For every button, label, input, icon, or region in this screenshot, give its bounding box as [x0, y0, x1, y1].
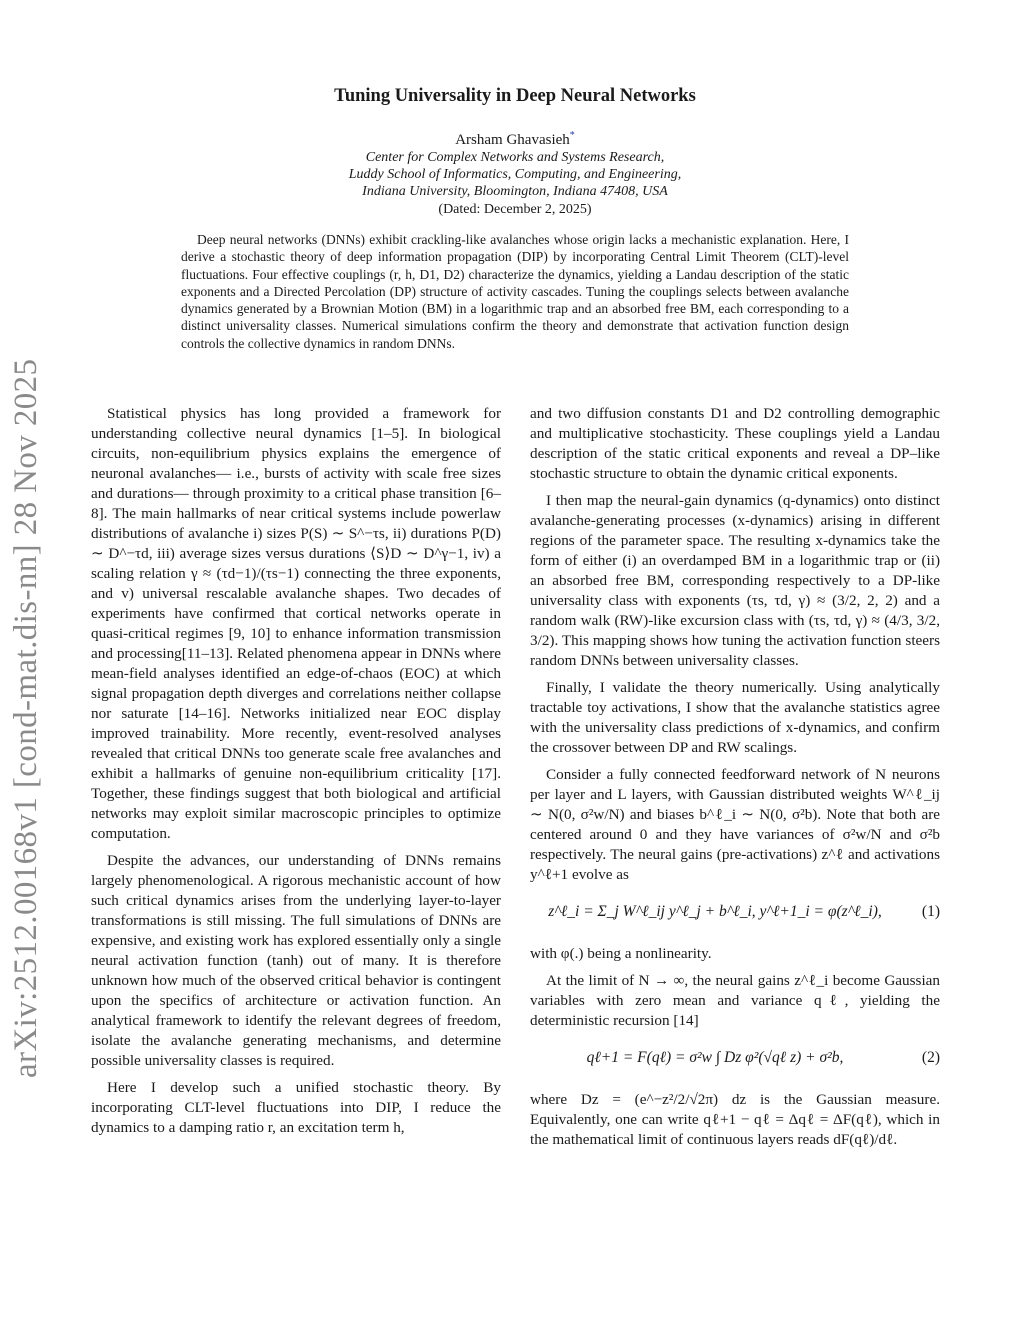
equation-2-body: qℓ+1 = F(qℓ) = σ²w ∫ Dz φ²(√qℓ z) + σ²b, — [586, 1049, 844, 1066]
paper-title: Tuning Universality in Deep Neural Networks — [334, 86, 696, 106]
right-column — [530, 404, 940, 1157]
body-paragraph: Here I develop such a unified stochastic theory. By incorporating CLT-level fluctuations into DIP, I reduce the dynamics to a damping ratio r, an excitation term h, — [91, 1079, 501, 1136]
equation-2-number: (2) — [921, 1049, 940, 1066]
date-line: (Dated: December 2, 2025) — [438, 202, 592, 217]
body-paragraph: Despite the advances, our understanding of DNNs remains largely phenomenological. A rigorous mechanistic account of how such critical dynamics arises from the underlying layer-to-layer transformations is still missing. The full simulations of DNNs are expensive, and existing work has explored essentially only a single neural activation function (tanh) out of many. It is therefore unknown how much of the observed critical behavior is contingent upon the specifics of architecture or activation function. An analytical framework to identify the relevant degrees of freedom, isolate the avalanche generating mechanisms, and determine possible universality classes is required. — [91, 852, 501, 1069]
author-footnote-mark[interactable]: * — [569, 130, 575, 141]
body-paragraph: where Dz = (e^−z²/2/√2π) dz is the Gaussian measure. Equivalently, one can write qℓ+1 − qℓ = Δqℓ = ΔF(qℓ), which in the mathematical limit of continuous layers reads dF(qℓ)/dℓ. — [530, 1091, 940, 1148]
affiliation-line: Indiana University, Bloomington, Indiana 47408, USA — [362, 184, 668, 199]
abstract: Deep neural networks (DNNs) exhibit crackling-like avalanches whose origin lacks a mechanistic explanation. Here, I derive a stochastic theory of deep information propagation (DIP) by incorporating Central Limit Theorem (CLT)-level fluctuations. Four effective couplings (r, h, D1, D2) characterize the dynamics, yielding a Landau description of the static exponents and a Directed Percolation (DP) structure of activity cascades. Tuning the couplings selects between avalanche dynamics generated by a Brownian Motion (BM) in a logarithmic trap and an absorbed free BM, each corresponding to a distinct universality classes. Numerical simulations confirm the theory and demonstrate that activation function design controls the collective dynamics in random DNNs. — [181, 232, 849, 351]
body-paragraph: I then map the neural-gain dynamics (q-dynamics) onto distinct avalanche-generating processes (x-dynamics) arising in different regions of the parameter space. The resulting x-dynamics take the form of either (i) an overdamped BM in a logarithmic trap or (ii) an absorbed free BM, corresponding respectively to a DP-like universality class with exponents (τs, τd, γ) ≈ (3/2, 2, 2) and a random walk (RW)-like excursion class with (τs, τd, γ) ≈ (4/3, 3/2, 3/2). This mapping shows how tuning the activation function steers random DNNs between universality classes. — [530, 492, 940, 669]
body-paragraph: At the limit of N → ∞, the neural gains z^ℓ_i become Gaussian variables with zero mean and variance qℓ, yielding the deterministic recursion [14] — [530, 972, 940, 1029]
body-paragraph: Statistical physics has long provided a framework for understanding collective neural dynamics [1–5]. In biological circuits, non-equilibrium physics explains the emergence of neuronal avalanches— i.e., bursts of activity with scale free sizes and durations— through proximity to a critical phase transition [6–8]. The main hallmarks of near critical systems include powerlaw distributions of avalanche i) sizes P(S) ∼ S^−τs, ii) durations P(D) ∼ D^−τd, iii) average sizes versus durations ⟨S⟩D ∼ D^γ−1, iv) a scaling relation γ ≈ (τd−1)/(τs−1) connecting the three exponents, and v) universal rescalable avalanche shapes. Two decades of experiments have confirmed that cortical networks operate in quasi-critical regimes [9, 10] to enhance information transmission and processing[11–13]. Related phenomena appear in DNNs where mean-field analyses identified an edge-of-chaos (EOC) at which signal propagation depth diverges and correlations neither collapse nor saturate [14–16]. Networks initialized near EOC display improved trainability. More recently, event-resolved analyses revealed that critical DNNs too generate scale free avalanches and exhibit a hallmarks of genuine non-equilibrium criticality [17]. Together, these findings suggest that both biological and artificial networks may exploit similar macroscopic principles to optimize computation. — [91, 405, 501, 842]
affiliation-line: Luddy School of Informatics, Computing, and Engineering, — [348, 167, 682, 182]
body-paragraph: Consider a fully connected feedforward network of N neurons per layer and L layers, with Gaussian distributed weights W^ℓ_ij ∼ N(0, σ²w/N) and biases b^ℓ_i ∼ N(0, σ²b). Note that both are centered around 0 and they have variances of σ²w/N and σ²b respectively. The neural gains (pre-activations) z^ℓ and activations y^ℓ+1 evolve as — [530, 766, 940, 883]
arxiv-stamp: arXiv:2512.00168v1 [cond-mat.dis-nn] 28 Nov 2025 — [8, 358, 44, 1078]
equation-2 — [530, 1038, 940, 1082]
equation-1 — [530, 892, 940, 936]
equation-1-number: (1) — [921, 903, 940, 920]
author-line — [90, 130, 940, 149]
body-paragraph: with φ(.) being a nonlinearity. — [530, 945, 712, 962]
body-paragraph: Finally, I validate the theory numerically. Using analytically tractable toy activations, I show that the avalanche statistics agree with the universality class predictions of x-dynamics, and confirm the crossover between DP and RW scalings. — [530, 679, 940, 756]
body-paragraph: and two diffusion constants D1 and D2 controlling demographic and multiplicative stochasticity. These couplings yield a Landau description of the static critical exponents and reveal a DP–like stochastic structure to obtain the dynamic critical exponents. — [530, 405, 940, 482]
author-name: Arsham Ghavasieh — [455, 132, 570, 148]
affiliation-line: Center for Complex Networks and Systems Research, — [365, 150, 665, 165]
equation-1-body: z^ℓ_i = Σ_j W^ℓ_ij y^ℓ_j + b^ℓ_i, y^ℓ+1_i = φ(z^ℓ_i), — [548, 903, 882, 920]
left-column — [91, 404, 501, 1145]
